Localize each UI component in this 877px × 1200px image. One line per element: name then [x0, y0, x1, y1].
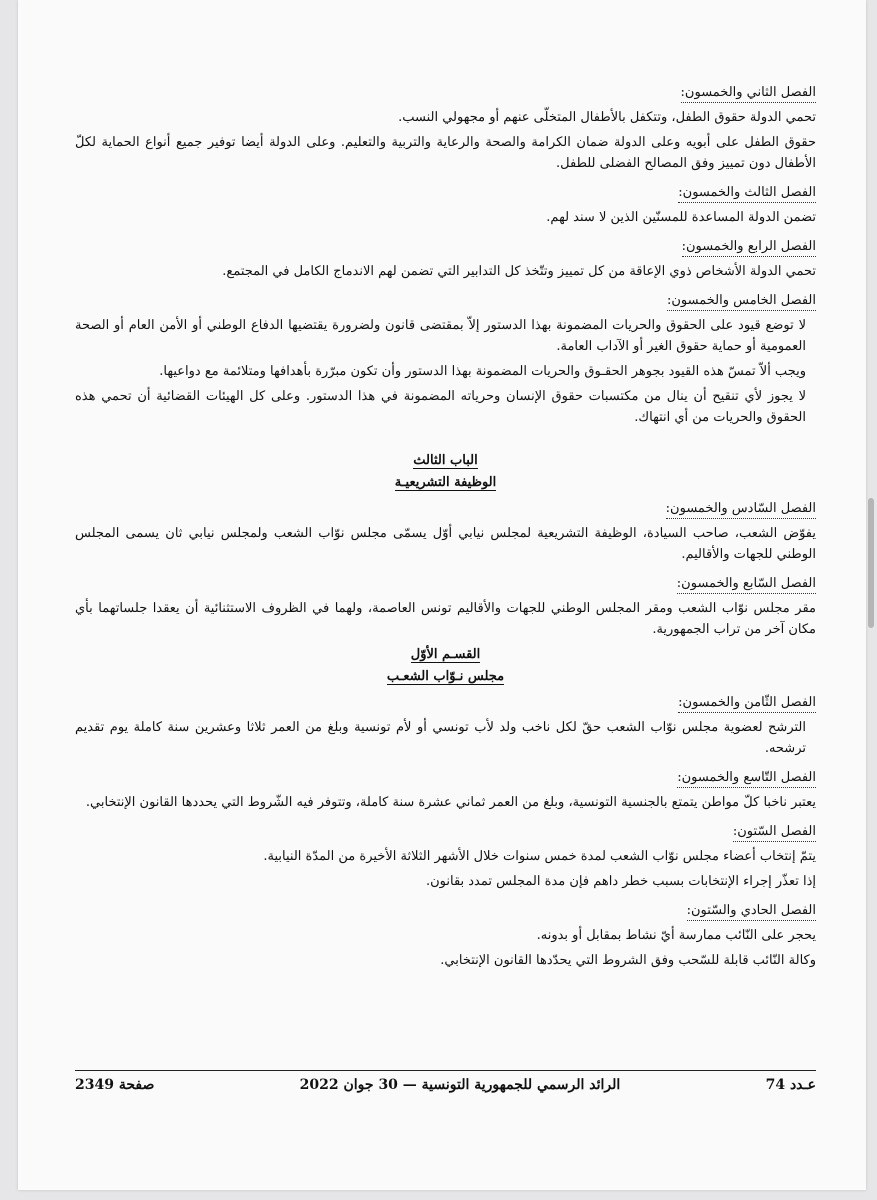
article-paragraph: حقوق الطفل على أبويه وعلى الدولة ضمان الكرامة والصحة والرعاية والتربية والتعليم. وعلى الدولة أيضا توفير جميع أنواع الحماية لكلّ الأطفال دون تمييز وفق المصالح الفضلى للطفل. — [75, 135, 816, 171]
page-footer — [75, 1077, 816, 1093]
spacer — [75, 432, 816, 450]
article-heading: الفصل الثّامن والخمسون: — [678, 694, 816, 713]
article-59 — [75, 763, 816, 813]
article-paragraph: مقر مجلس نوّاب الشعب ومقر المجلس الوطني للجهات والأقاليم تونس العاصمة، ولهما في الظروف الاستثنائية أن يعقدا جلساتهما بأي مكان آخر من تراب الجمهورية. — [75, 601, 816, 637]
scrollbar-thumb[interactable] — [868, 498, 874, 628]
article-53 — [75, 178, 816, 228]
article-paragraph: لا يجوز لأي تنقيح أن ينال من مكتسبات حقوق الإنسان وحرياته المضمونة في هذا الدستور. وعلى كل الهيئات القضائية أن تحمي هذه الحقوق والحريات من أي انتهاك. — [75, 389, 806, 425]
article-paragraph: تضمن الدولة المساعدة للمسنّين الذين لا سند لهم. — [546, 210, 816, 225]
article-paragraph: إذا تعذّر إجراء الإنتخابات بسبب خطر داهم فإن مدة المجلس تمدد بقانون. — [425, 874, 816, 889]
article-heading: الفصل الحادي والسّتون: — [687, 902, 816, 921]
article-paragraph: يحجر على النّائب ممارسة أيّ نشاط بمقابل أو بدونه. — [536, 928, 816, 943]
article-paragraph: لا توضع قيود على الحقوق والحريات المضمونة بهذا الدستور إلاّ بمقتضى قانون ولضرورة يقتضيها الدفاع الوطني أو الأمن العام أو الصحة العمومية أو حماية حقوق الغير أو الآداب العامة. — [75, 318, 806, 354]
issue-number: عـدد 74 — [765, 1077, 816, 1093]
article-heading: الفصل السّادس والخمسون: — [666, 500, 816, 519]
section-title: القسـم الأوّل — [410, 647, 481, 662]
article-heading: الفصل السّتون: — [733, 823, 816, 842]
part-title: الباب الثالث — [413, 453, 478, 468]
article-54 — [75, 232, 816, 282]
footer-divider — [75, 1070, 816, 1071]
page-number: صفحة 2349 — [75, 1077, 155, 1093]
article-paragraph: يتمّ إنتخاب أعضاء مجلس نوّاب الشعب لمدة خمس سنوات خلال الأشهر الثلاثة الأخيرة من المدّة النيابية. — [263, 849, 816, 864]
article-paragraph: وكالة النّائب قابلة للسّحب وفق الشروط التي يحدّدها القانون الإنتخابي. — [440, 953, 816, 968]
document-page — [18, 0, 866, 1190]
article-paragraph: يعتبر ناخبا كلّ مواطن يتمتع بالجنسية التونسية، وبلغ من العمر ثماني عشرة سنة كاملة، وتتوفر فيه الشّروط التي يحددها القانون الإنتخابي. — [85, 795, 816, 810]
page-body — [75, 78, 816, 975]
article-heading: الفصل الثالث والخمسون: — [678, 184, 816, 203]
article-paragraph: الترشح لعضوية مجلس نوّاب الشعب حقّ لكل ناخب ولد لأب تونسي أو لأم تونسية وبلغ من العمر ثلاثا وعشرين سنة كاملة يوم تقديم ترشحه. — [75, 720, 806, 756]
article-52 — [75, 78, 816, 174]
gazette-title: الرائد الرسمي للجمهورية التونسية — 30 جوان 2022 — [299, 1077, 621, 1093]
article-56 — [75, 494, 816, 565]
part-title-block — [75, 450, 816, 494]
article-60 — [75, 817, 816, 892]
article-heading: الفصل السّابع والخمسون: — [677, 575, 816, 594]
article-57 — [75, 569, 816, 640]
article-58 — [75, 688, 816, 759]
article-paragraph: تحمي الدولة الأشخاص ذوي الإعاقة من كل تمييز وتتّخذ كل التدابير التي تضمن لهم الاندماج الكامل في المجتمع. — [222, 264, 816, 279]
section-subtitle: مجلس نـوّاب الشعـب — [386, 669, 505, 684]
article-paragraph: يفوّض الشعب، صاحب السيادة، الوظيفة التشريعية لمجلس نيابي أوّل يسمّى مجلس نوّاب الشعب ولمجلس نيابي ثان يسمى المجلس الوطني للجهات والأقاليم. — [75, 526, 816, 562]
article-61 — [75, 896, 816, 971]
article-paragraph: ويجب ألاّ تمسّ هذه القيود بجوهر الحقـوق والحريات المضمونة بهذا الدستور وأن تكون مبرّرة بأهدافها ومتلائمة مع دواعيها. — [159, 364, 806, 379]
article-heading: الفصل التّاسع والخمسون: — [677, 769, 816, 788]
article-55 — [75, 286, 816, 428]
article-heading: الفصل الرابع والخمسون: — [682, 238, 816, 257]
section-title-block — [75, 644, 816, 688]
article-paragraph: تحمي الدولة حقوق الطفل، وتتكفل بالأطفال المتخلّى عنهم أو مجهولي النسب. — [398, 110, 816, 125]
article-heading: الفصل الخامس والخمسون: — [667, 292, 816, 311]
article-heading: الفصل الثاني والخمسون: — [681, 84, 816, 103]
part-subtitle: الوظيفة التشريعيـة — [394, 475, 497, 490]
